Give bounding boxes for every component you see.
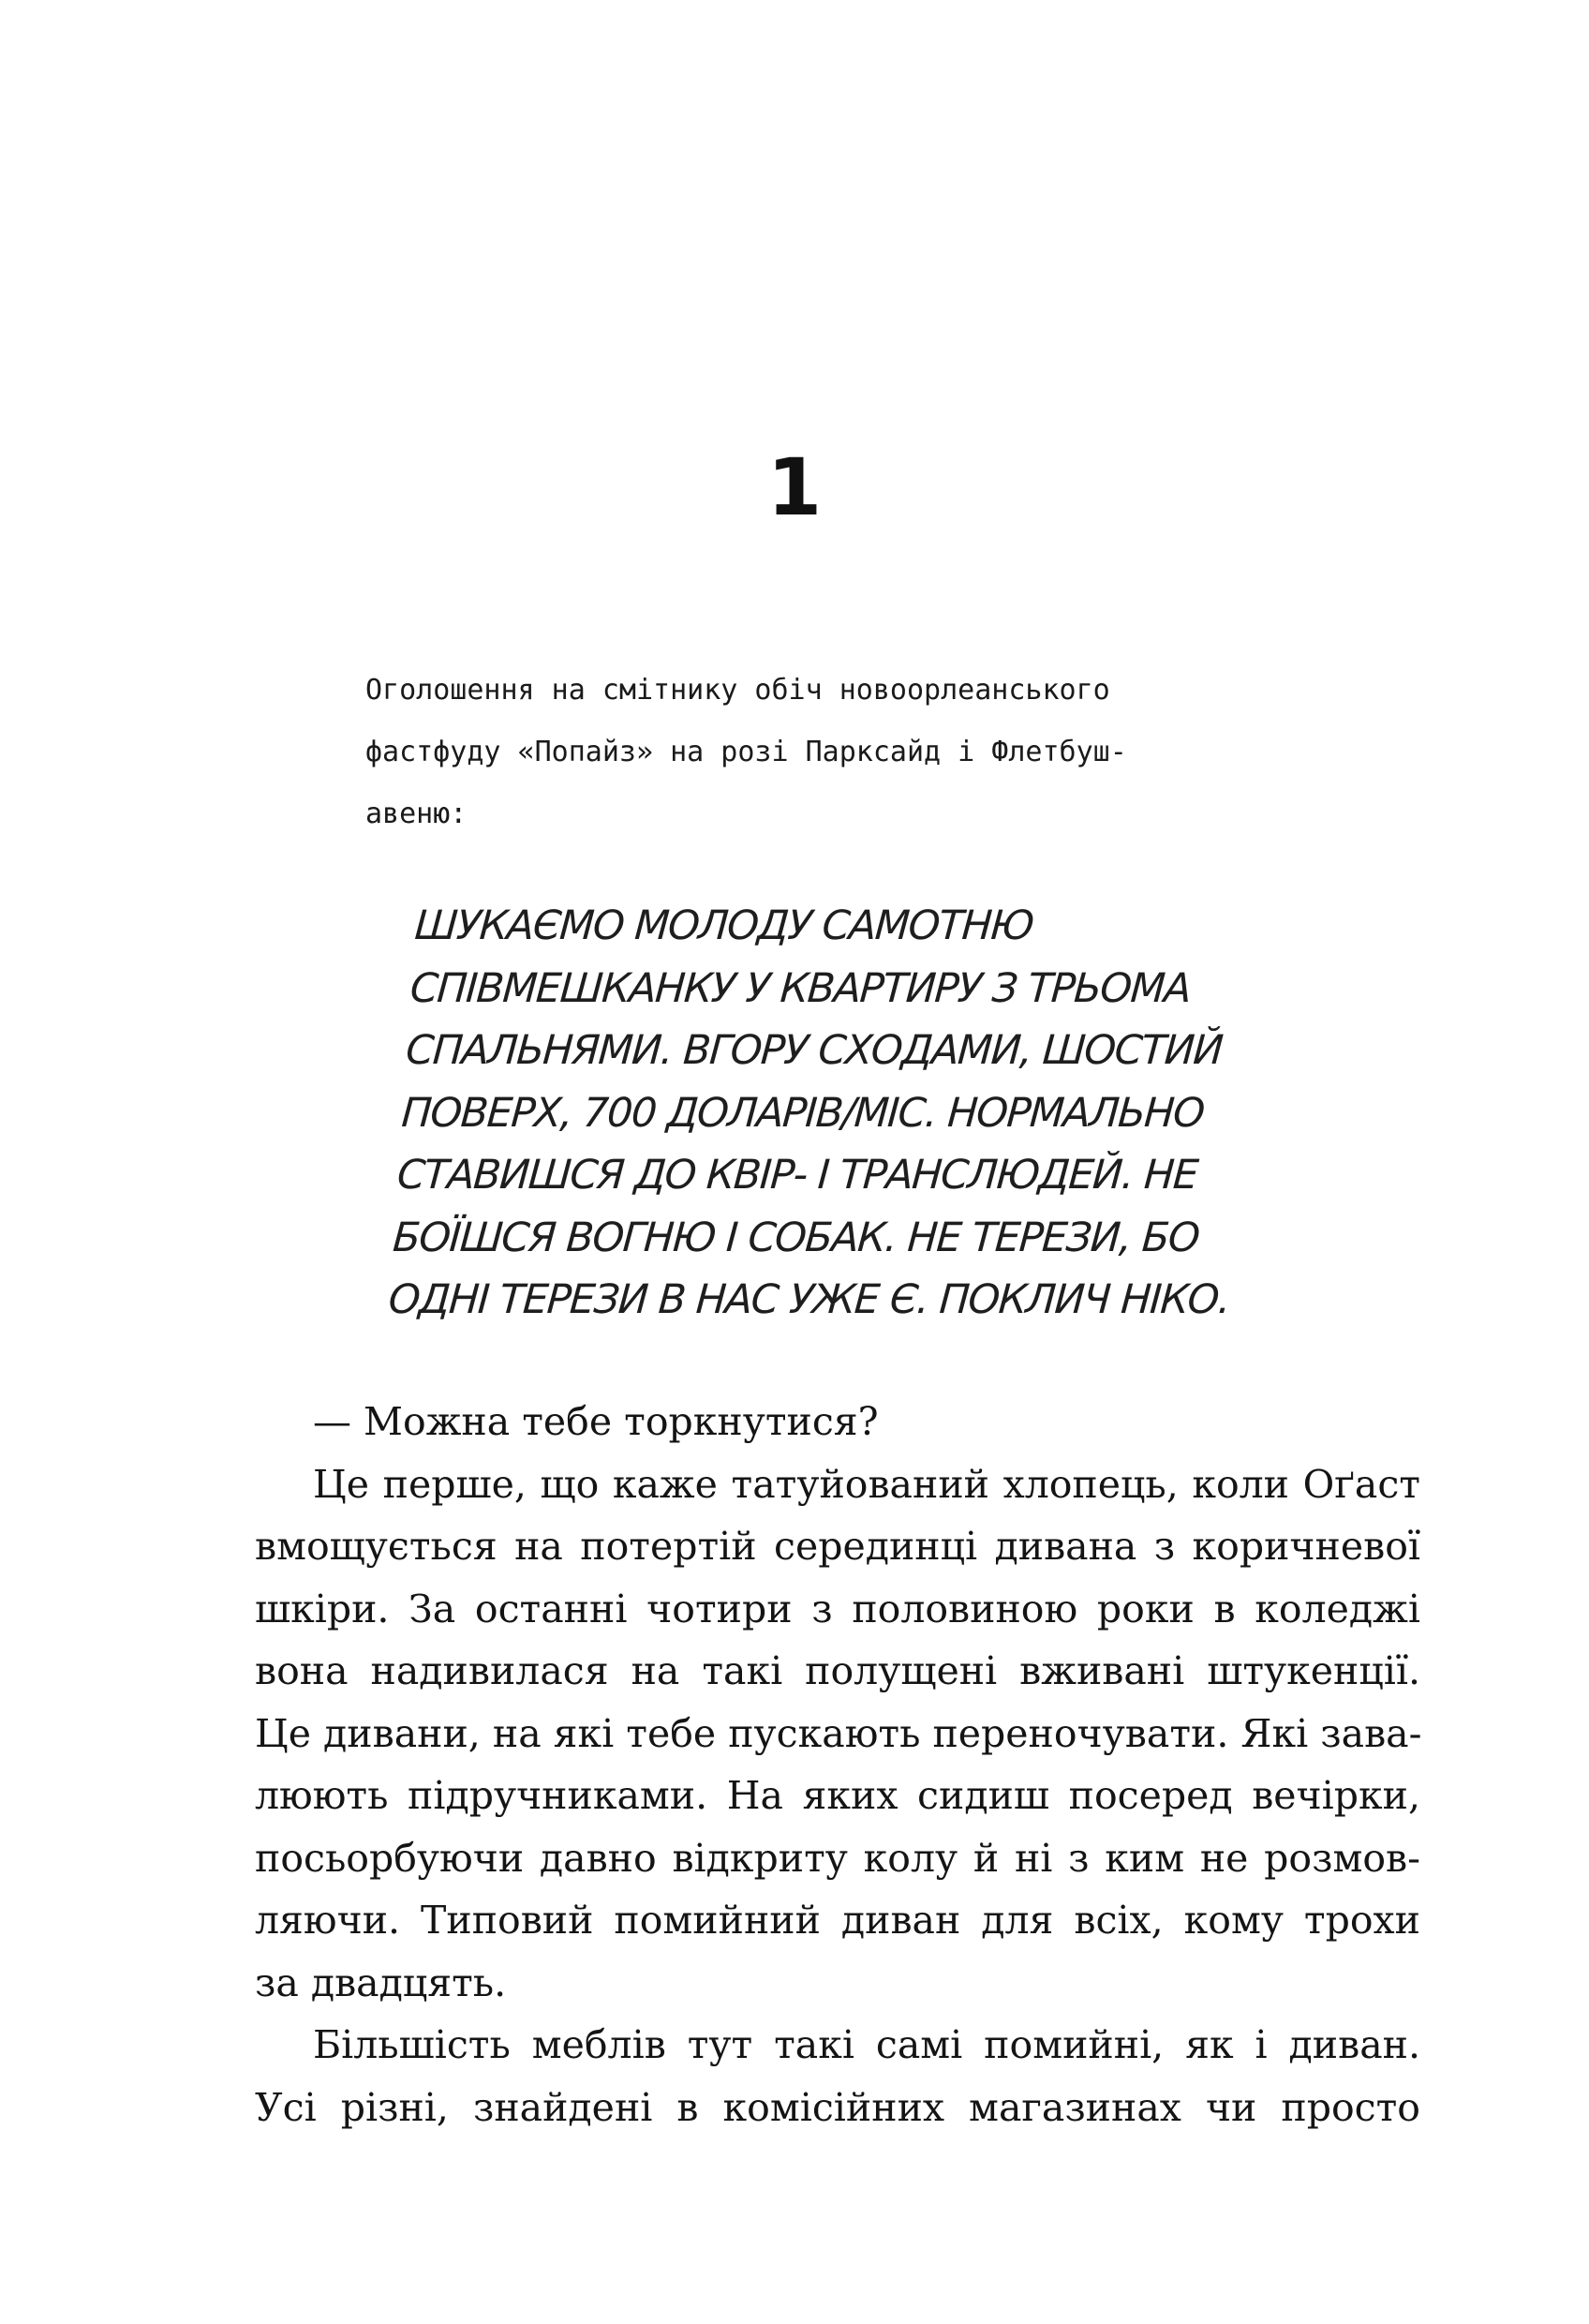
body-line: Усі різні, знайдені в комісійних магазинах чи просто [255, 2084, 1420, 2130]
body-line: Це дивани, на які тебе пускають переночувати. Які зава- [255, 1710, 1422, 1756]
intro-line: фастфуду «Попайз» на розі Парксайд і Флетбуш- [365, 736, 1127, 768]
intro-line: авеню: [365, 797, 468, 830]
ad-line: СПАЛЬНЯМИ. ВГОРУ СХОДАМИ, ШОСТИЙ [404, 1027, 1225, 1074]
dialogue-line: — Можна тебе торкнутися? [313, 1399, 879, 1444]
body-line: Більшість меблів тут такі самі помийні, як і диван. [313, 2022, 1420, 2067]
body-line: посьорбуючи давно відкриту колу й ні з ким не розмов- [255, 1835, 1420, 1881]
chapter-number: 1 [766, 441, 823, 533]
intro-line: Оголошення на смітнику обіч новоорлеанського [365, 674, 1110, 707]
ad-line: ОДНІ ТЕРЕЗИ В НАС УЖЕ Є. ПОКЛИЧ НІКО. [387, 1276, 1231, 1323]
ad-line: ШУКАЄМО МОЛОДУ САМОТНЮ [412, 902, 1035, 949]
body-line: за двадцять. [255, 1959, 507, 2005]
typed-intro [365, 660, 1312, 845]
body-line: Це перше, що каже татуйований хлопець, коли Оґаст [313, 1461, 1420, 1507]
body-text [255, 1391, 1420, 2138]
body-line: вона надивилася на такі полущені вживані штукенції. [255, 1648, 1420, 1693]
body-line: вмощується на потертій серединці дивана з коричневої [255, 1524, 1420, 1569]
ad-line: ПОВЕРХ, 700 ДОЛАРІВ/МІС. НОРМАЛЬНО [399, 1089, 1206, 1137]
body-line: люють підручниками. На яких сидиш посеред вечірки, [255, 1773, 1420, 1818]
body-line: шкіри. За останні чотири з половиною роки в коледжі [255, 1586, 1420, 1631]
ad-line: БОЇШСЯ ВОГНЮ І СОБАК. НЕ ТЕРЕЗИ, БО [391, 1214, 1201, 1261]
handwritten-ad [386, 895, 1260, 1332]
ad-line: СТАВИШСЯ ДО КВІР- І ТРАНСЛЮДЕЙ. НЕ [395, 1152, 1199, 1199]
body-line: ляючи. Типовий помийний диван для всіх, кому трохи [255, 1898, 1420, 1943]
ad-line: СПІВМЕШКАНКУ У КВАРТИРУ З ТРЬОМА [408, 964, 1193, 1012]
